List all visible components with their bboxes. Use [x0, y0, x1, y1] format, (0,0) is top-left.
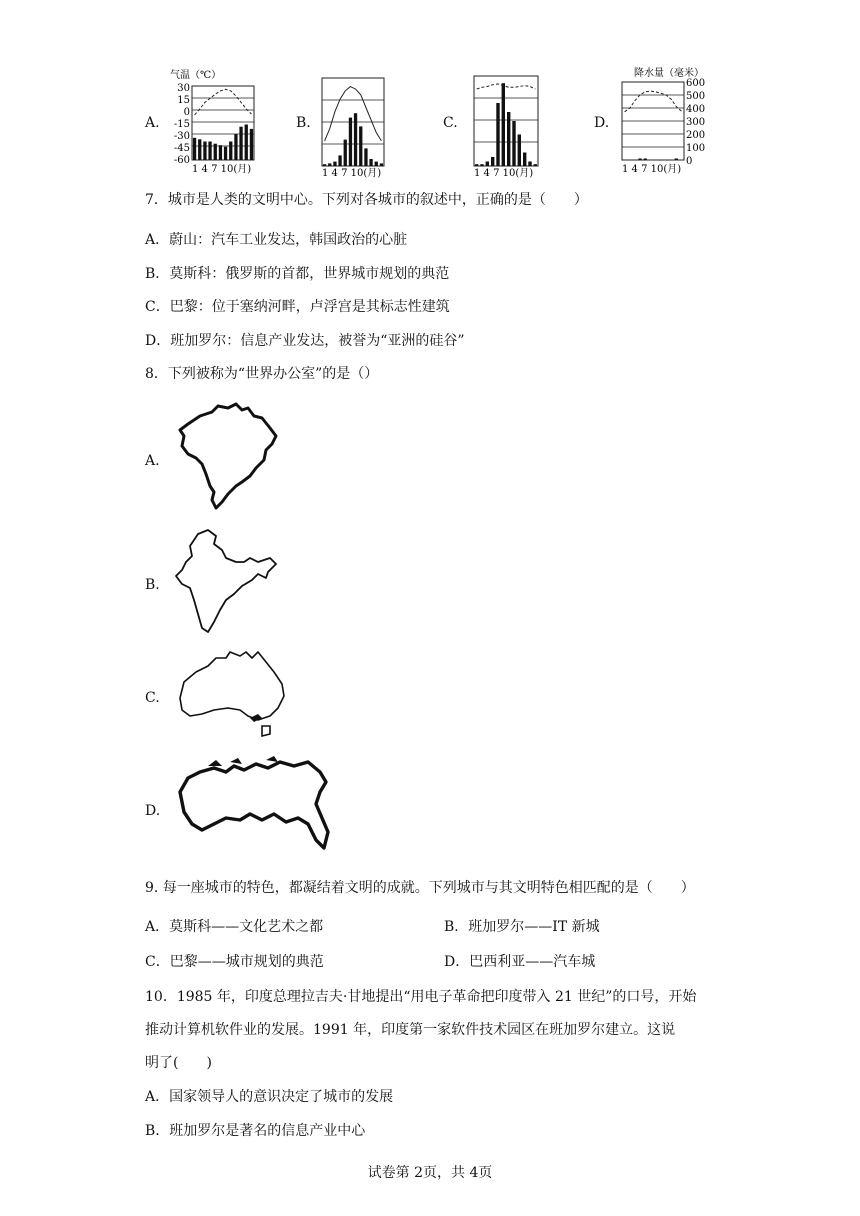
precip-bar: [219, 145, 222, 160]
q6-chart-d: [616, 64, 712, 178]
q6-chart-c-xticks: 1 4 7 10(月): [474, 168, 534, 178]
precip-bar: [518, 135, 521, 167]
precip-bar: [349, 118, 352, 166]
precip-bar: [224, 147, 227, 160]
precip-bar: [644, 159, 647, 161]
q6-option-a-letter: A.: [145, 115, 160, 131]
precip-bar: [523, 153, 526, 167]
q8-option-d-letter[interactable]: D.: [145, 803, 161, 819]
precip-bar: [234, 134, 237, 160]
q10-stem-line-3: 明了( ): [145, 1055, 212, 1071]
precip-bar: [507, 112, 510, 166]
ytick: -45: [173, 143, 190, 154]
q6-chart-a: [162, 66, 272, 178]
q6-chart-c-bars: [475, 83, 537, 166]
precip-bar: [480, 164, 483, 166]
q8-option-b-letter[interactable]: B.: [145, 577, 160, 593]
precip-bar: [323, 164, 326, 166]
precip-bar: [359, 126, 362, 166]
precip-bar: [250, 129, 253, 160]
ytick: -30: [173, 131, 190, 142]
ytick: 400: [686, 104, 706, 115]
q6-chart-a-ylabel: 气温（℃）: [170, 70, 222, 81]
q6-chart-b-temp-line: [325, 87, 382, 141]
precip-bar: [364, 148, 367, 166]
q7-option-b[interactable]: B．莫斯科：俄罗斯的首都，世界城市规划的典范: [145, 266, 450, 282]
q6-option-c-letter: C.: [443, 115, 458, 131]
q6-chart-a-temp-line: [195, 89, 252, 115]
q9-option-a[interactable]: A．莫斯科——文化艺术之都: [145, 919, 324, 935]
q10-option-b[interactable]: B．班加罗尔是著名的信息产业中心: [145, 1123, 366, 1139]
precip-bar: [380, 163, 383, 166]
q6-chart-b-xticks: 1 4 7 10(月): [322, 168, 382, 178]
ytick: -15: [173, 119, 190, 130]
q7-option-a[interactable]: A．蔚山：汽车工业发达，韩国政治的心脏: [145, 232, 408, 248]
q7-option-c[interactable]: C．巴黎：位于塞纳河畔，卢浮宫是其标志性建筑: [145, 299, 450, 315]
precip-bar: [369, 159, 372, 166]
precip-bar: [338, 155, 341, 166]
brazil-map: [170, 402, 282, 514]
q6-chart-d-ylabel: 降水量（毫米）: [634, 68, 704, 79]
precip-bar: [198, 139, 201, 160]
precip-bar: [375, 162, 378, 166]
q6-chart-c: [466, 72, 550, 178]
australia-map: [170, 648, 290, 744]
q8-option-a-letter[interactable]: A.: [145, 453, 160, 469]
q10-stem-line-2: 推动计算机软件业的发展。1991 年，印度第一家软件技术园区在班加罗尔建立。这说: [145, 1022, 676, 1038]
q9-stem: 9. 每一座城市的特色，都凝结着文明的成就。下列城市与其文明特色相匹配的是（ ）: [145, 880, 695, 896]
precip-bar: [344, 140, 347, 166]
ytick: 200: [686, 130, 706, 141]
ytick: -60: [173, 155, 190, 166]
precip-bar: [214, 144, 217, 160]
q6-option-d-letter: D.: [594, 115, 610, 131]
precip-bar: [333, 162, 336, 166]
precip-bar: [675, 159, 678, 161]
precip-bar: [229, 142, 232, 161]
precip-bar: [638, 159, 641, 161]
ytick: 100: [686, 143, 706, 154]
precip-bar: [208, 142, 211, 161]
precip-bar: [354, 113, 357, 166]
q6-chart-d-temp-line: [625, 91, 682, 112]
precip-bar: [486, 162, 489, 167]
ytick: 500: [686, 91, 706, 102]
precip-bar: [534, 164, 537, 166]
precip-bar: [239, 127, 242, 160]
page-footer: 试卷第 2页，共 4页: [367, 1165, 493, 1181]
q6-chart-d-yticks: [686, 78, 705, 167]
russia-map: [170, 752, 340, 856]
ytick: 15: [177, 95, 190, 106]
precip-bar: [491, 157, 494, 166]
q6-option-b-letter: B.: [296, 115, 311, 131]
india-map: [170, 528, 282, 640]
q7-option-d[interactable]: D．班加罗尔：信息产业发达，被誉为“亚洲的硅谷”: [145, 333, 465, 349]
q8-option-c-letter[interactable]: C.: [145, 690, 160, 706]
ytick: 0: [686, 156, 693, 167]
ytick: 300: [686, 117, 706, 128]
q9-option-c[interactable]: C．巴黎——城市规划的典范: [145, 954, 324, 970]
q6-chart-a-bars: [193, 125, 253, 161]
q8-stem: 8．下列被称为“世界办公室”的是（）: [145, 366, 379, 382]
q10-option-a[interactable]: A．国家领导人的意识决定了城市的发展: [145, 1089, 394, 1105]
precip-bar: [245, 125, 248, 161]
precip-bar: [512, 121, 515, 166]
q6-chart-b: [318, 74, 398, 178]
q6-chart-a-xticks: 1 4 7 10(月): [192, 164, 252, 175]
precip-bar: [193, 138, 196, 160]
q9-option-b[interactable]: B．班加罗尔——IT 新城: [444, 919, 600, 935]
precip-bar: [475, 164, 478, 166]
precip-bar: [328, 163, 331, 166]
q9-option-d[interactable]: D．巴西利亚——汽车城: [444, 954, 596, 970]
precip-bar: [502, 83, 505, 166]
q7-stem: 7．城市是人类的文明中心。下列对各城市的叙述中，正确的是（ ）: [145, 192, 588, 208]
precip-bar: [528, 162, 531, 167]
q6-options: [0, 60, 860, 180]
ytick: 600: [686, 78, 706, 89]
q10-stem-line-1: 10．1985 年，印度总理拉吉夫·甘地提出“用电子革命把印度带入 21 世纪”的口号，开始: [145, 989, 697, 1005]
q6-chart-a-yticks: [174, 83, 190, 166]
precip-bar: [496, 103, 499, 166]
ytick: 30: [177, 83, 190, 94]
ytick: 0: [183, 107, 190, 118]
q6-chart-c-temp-line: [477, 84, 536, 89]
q6-chart-d-xticks: 1 4 7 10(月): [622, 164, 682, 175]
precip-bar: [203, 142, 206, 161]
